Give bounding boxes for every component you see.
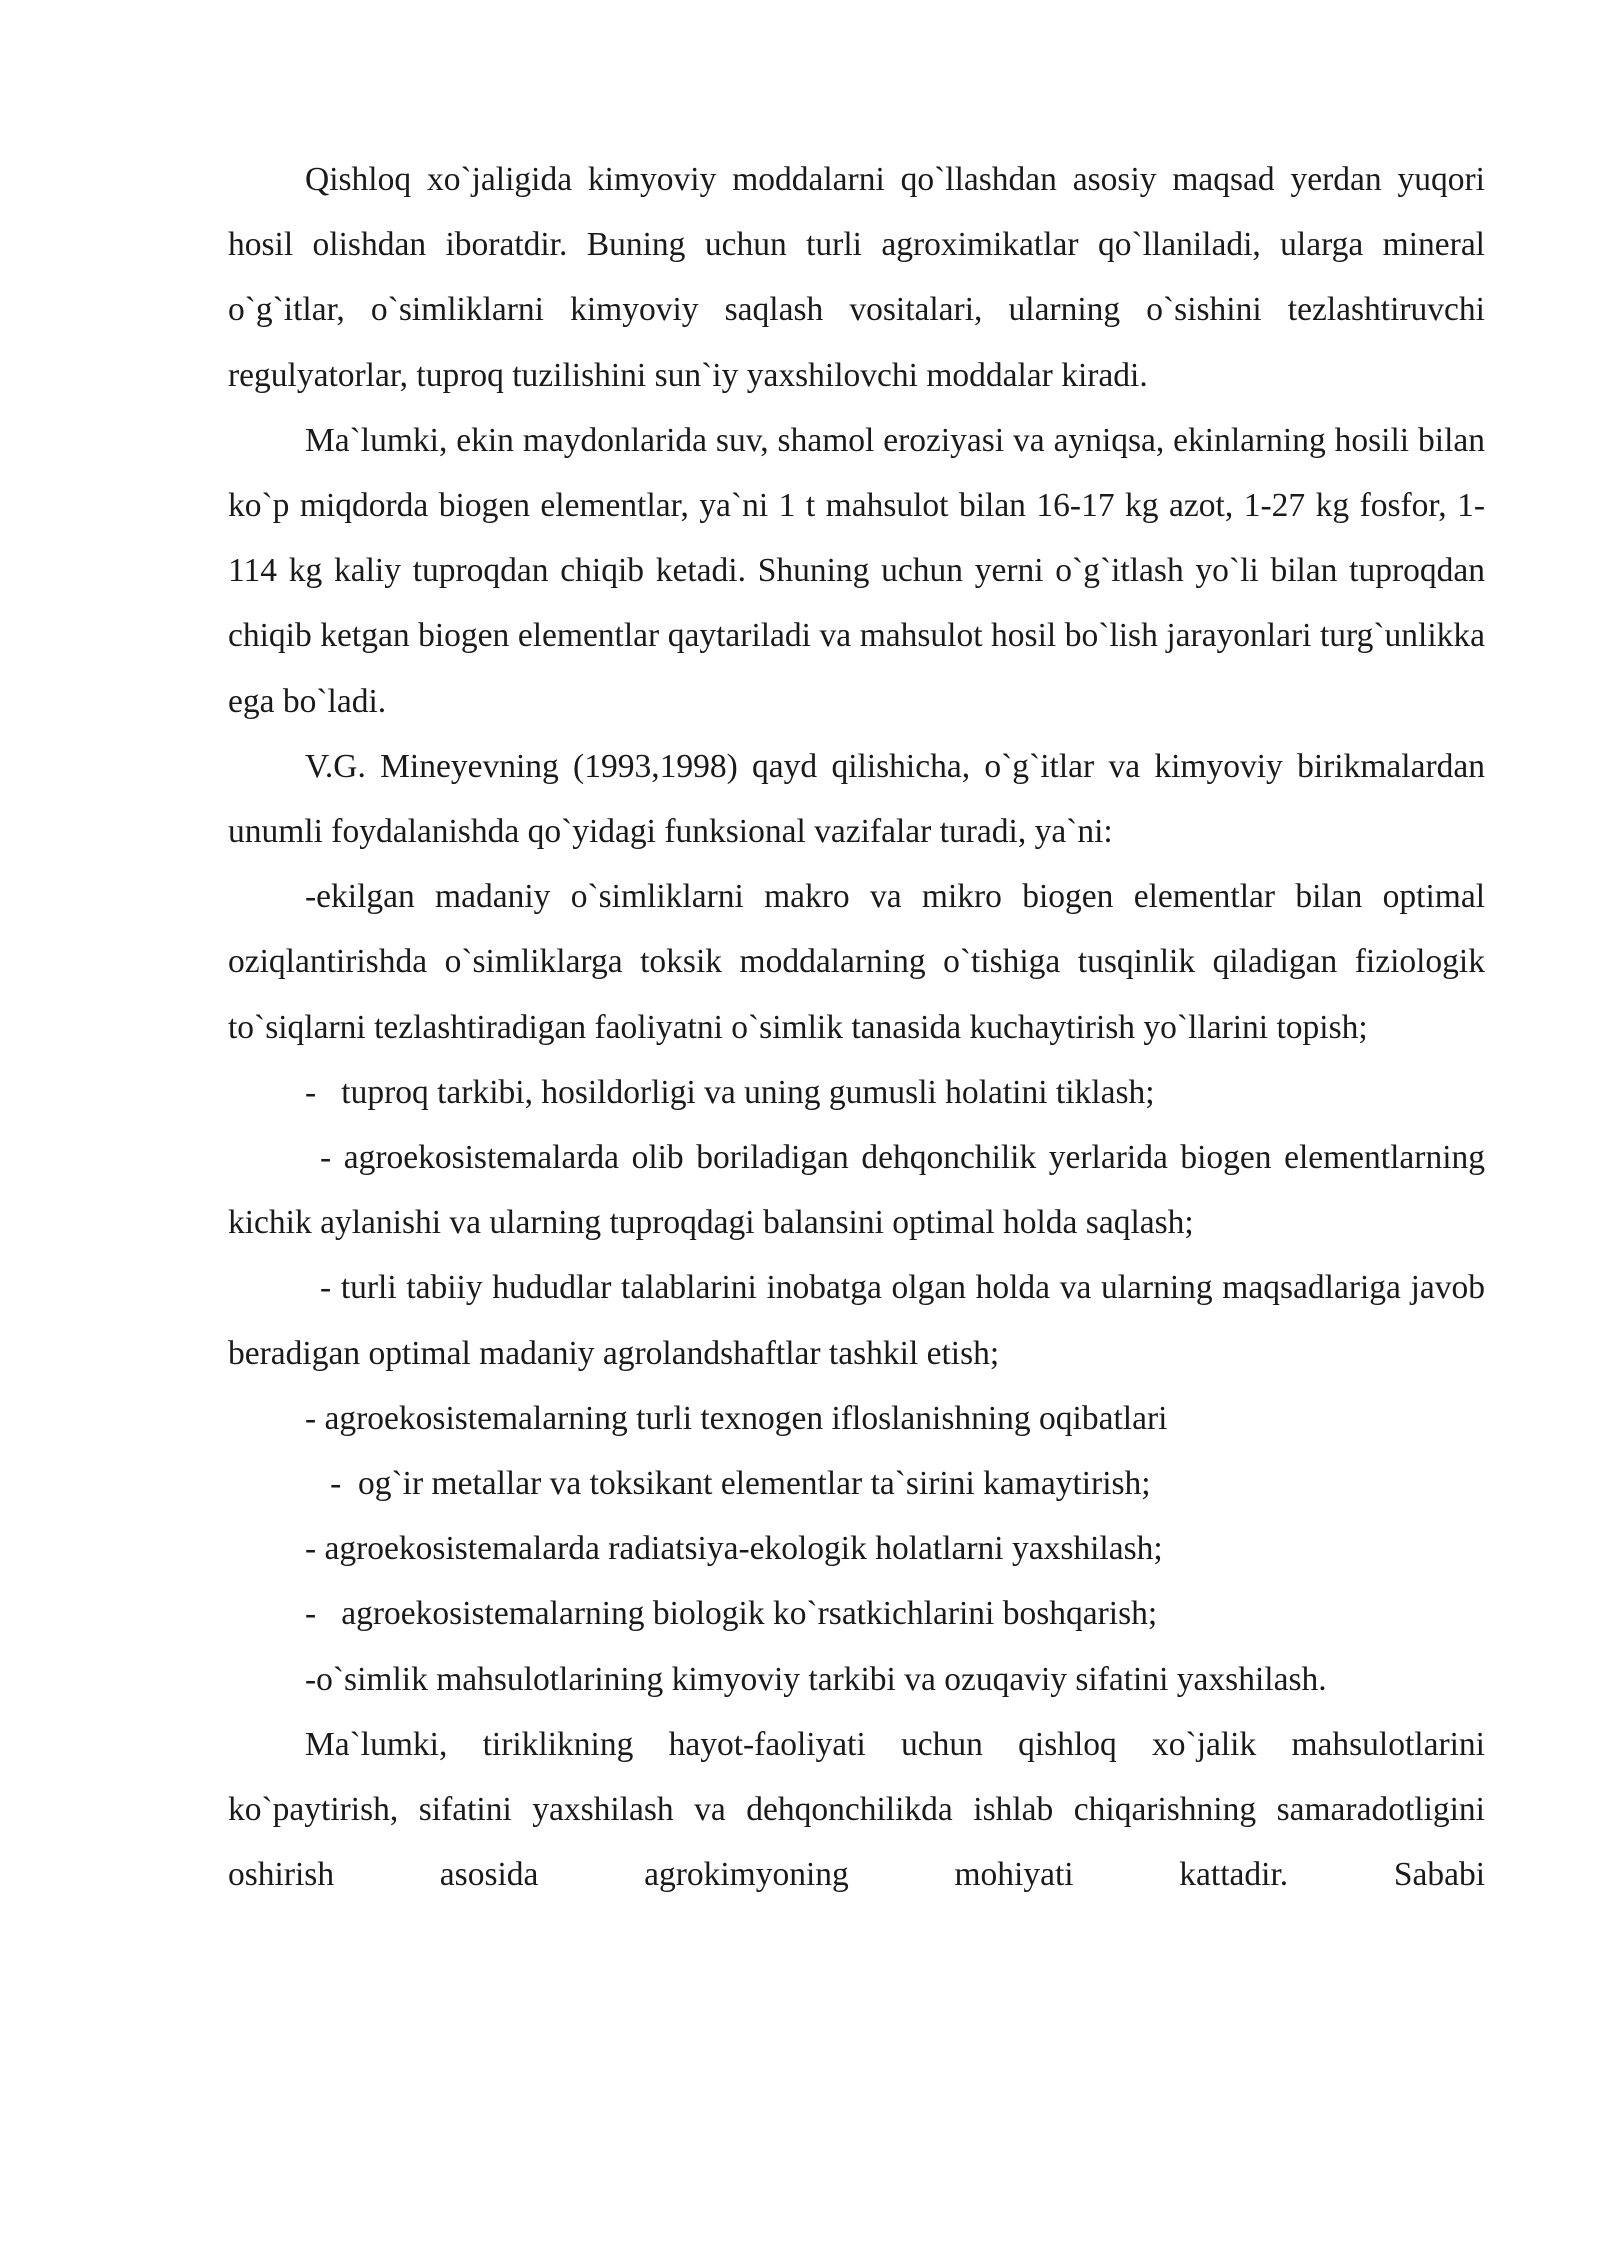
paragraph-mineyev-citation: V.G. Mineyevning (1993,1998) qayd qilishicha, o`g`itlar va kimyoviy birikmalardan unumli foydalanishda qo`yidagi funksional vazifalar turadi, ya`ni: <box>228 747 1485 851</box>
document-body <box>228 147 1485 1907</box>
list-item-nutrient-cycle: - agroekosistemalarda olib boriladigan dehqonchilik yerlarida biogen elementlarning kichik aylanishi va ularning tuproqdagi balansini optimal holda saqlash; <box>228 1139 1485 1242</box>
list-item-nutrition: -ekilgan madaniy o`simliklarni makro va mikro biogen elementlar bilan optimal oziqlantirishda o`simliklarga toksik moddalarning o`tishiga tusqinlik qiladigan fiziologik to`siqlarni tezlashtiradigan faoliyatni o`simlik tanasida kuchaytirish yo`llarini topish; <box>228 878 1485 1046</box>
list-item-product-quality: -o`simlik mahsulotlarining kimyoviy tarkibi va ozuqaviy sifatini yaxshilash. <box>305 1660 1327 1698</box>
list-item-radiation: - agroekosistemalarda radiatsiya-ekologik holatlarni yaxshilash; <box>305 1530 1163 1568</box>
paragraph-nutrient-loss: Ma`lumki, ekin maydonlarida suv, shamol eroziyasi va ayniqsa, ekinlarning hosili bilan ko`p miqdorda biogen elementlar, ya`ni 1 t mahsulot bilan 16-17 kg azot, 1-27 kg fosfor, 1-114 kg kaliy tuproqdan chiqib ketadi. Shuning uchun yerni o`g`itlash yo`li bilan tuproqdan chiqib ketgan biogen elementlar qaytariladi va mahsulot hosil bo`lish jarayonlari turg`unlikka ega bo`ladi. <box>228 421 1485 720</box>
paragraph-intro: Qishloq xo`jaligida kimyoviy moddalarni qo`llashdan asosiy maqsad yerdan yuqori hosil olishdan iboratdir. Buning uchun turli agroximikatlar qo`llaniladi, ularga mineral o`g`itlar, o`simliklarni kimyoviy saqlash vositalari, ularning o`sishini tezlashtiruvchi regulyatorlar, tuproq tuzilishini sun`iy yaxshilovchi moddalar kiradi. <box>228 161 1485 394</box>
list-item-pollution: - agroekosistemalarning turli texnogen ifloslanishning oqibatlari <box>305 1399 1168 1437</box>
list-item-soil-restoration: - tuproq tarkibi, hosildorligi va uning gumusli holatini tiklash; <box>305 1073 1155 1111</box>
paragraph-agrochemistry-importance: Ma`lumki, tiriklikning hayot-faoliyati uchun qishloq xo`jalik mahsulotlarini ko`paytirish, sifatini yaxshilash va dehqonchilikda ishlab chiqarishning samaradotligini oshirish asosida agrokimyoning mohiyati kattadir. Sababi <box>228 1725 1485 1894</box>
list-item-agrolandscapes: - turli tabiiy hududlar talablarini inobatga olgan holda va ularning maqsadlariga javob beradigan optimal madaniy agrolandshaftlar tashkil etish; <box>228 1269 1485 1372</box>
list-item-biological-indicators: - agroekosistemalarning biologik ko`rsatkichlarini boshqarish; <box>305 1595 1158 1633</box>
list-item-heavy-metals: - og`ir metallar va toksikant elementlar ta`sirini kamaytirish; <box>305 1465 1151 1503</box>
